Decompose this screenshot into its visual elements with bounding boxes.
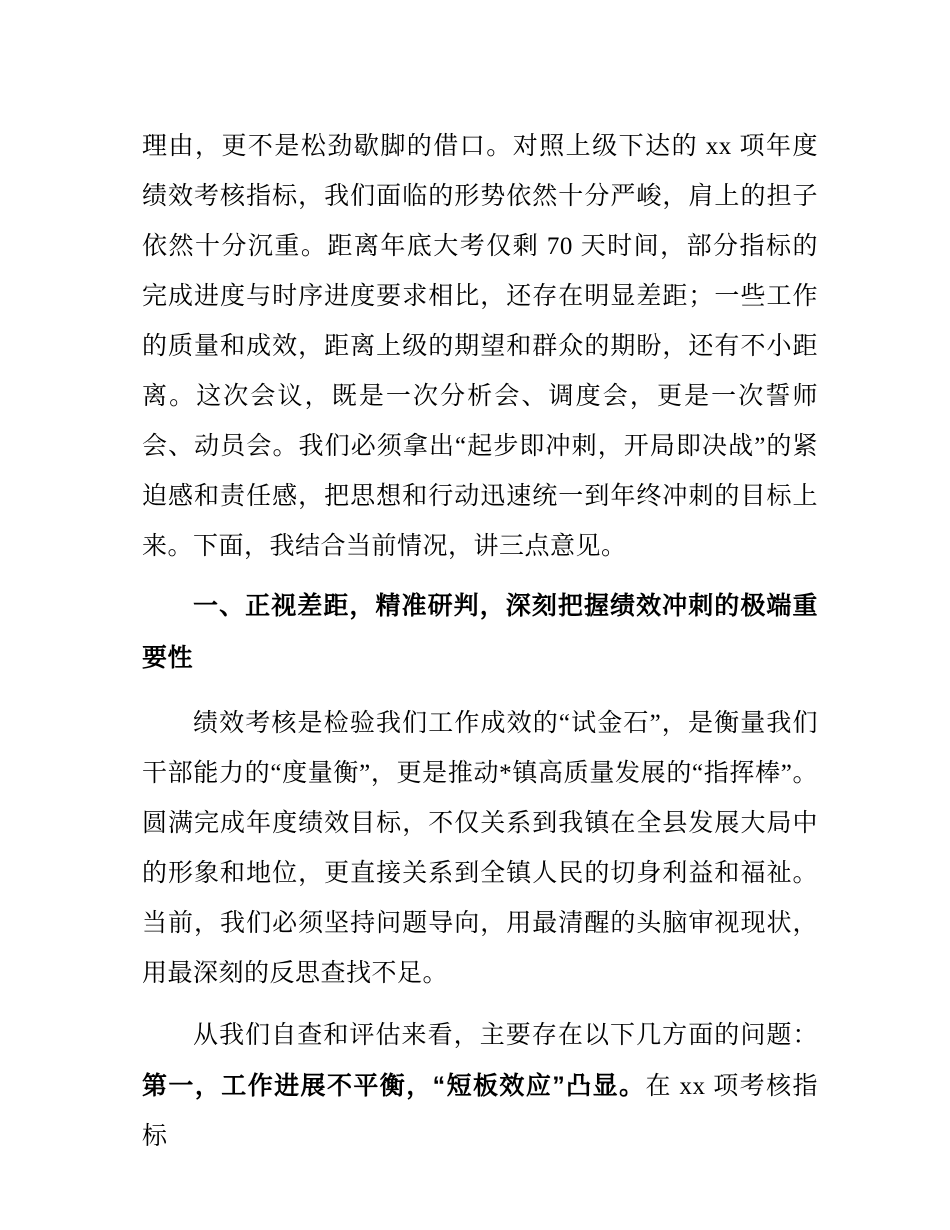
paragraph-problems: [142, 1011, 818, 1162]
paragraph-importance: 绩效考核是检验我们工作成效的“试金石”，是衡量我们干部能力的“度量衡”，更是推动*镇高质量发展的“指挥棒”。圆满完成年度绩效目标，不仅关系到我镇在全县发展大局中的形象和地位，更直接关系到全镇人民的切身利益和福祉。当前，我们必须坚持问题导向，用最清醒的头脑审视现状，用最深刻的反思查找不足。: [142, 710, 818, 987]
paragraph-continuation: 理由，更不是松劲歇脚的借口。对照上级下达的 xx 项年度绩效考核指标，我们面临的形势依然十分严峻，肩上的担子依然十分沉重。距离年底大考仅剩 70 天时间，部分指标的完成进度与时序进度要求相比，还存在明显差距；一些工作的质量和成效，距离上级的期望和群众的期盼，还有不小距离。这次会议，既是一次分析会、调度会，更是一次誓师会、动员会。我们必须拿出“起步即冲刺，开局即决战”的紧迫感和责任感，把思想和行动迅速统一到年终冲刺的目标上来。下面，我结合当前情况，讲三点意见。: [142, 133, 818, 560]
paragraph-problems-bold-point: 第一，工作进展不平衡，“短板效应”凸显。: [142, 1072, 646, 1100]
section-heading: 一、正视差距，精准研判，深刻把握绩效冲刺的极端重要性: [142, 592, 818, 672]
paragraph-problems-continuation: 在 xx 项考核指标: [142, 1073, 818, 1150]
paragraph-problems-intro: 从我们自查和评估来看，主要存在以下几方面的问题：: [193, 1022, 818, 1049]
